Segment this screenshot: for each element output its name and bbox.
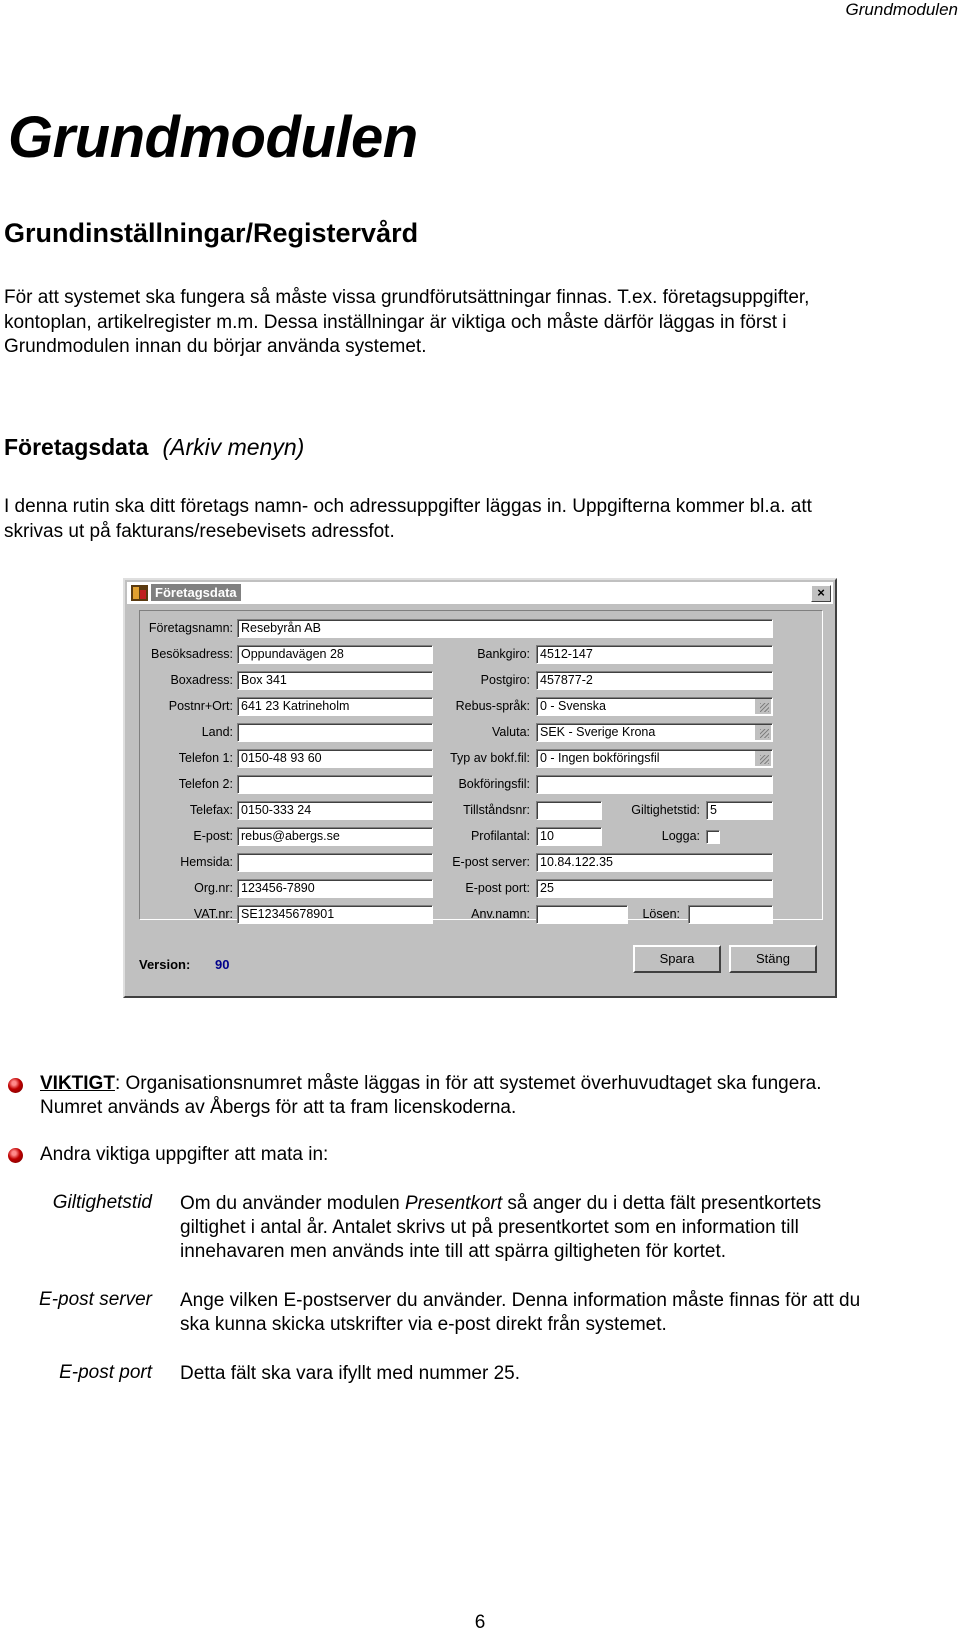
desc-emphasis: Presentkort: [404, 1193, 503, 1214]
label-boxadress: Boxadress:: [170, 673, 233, 687]
typ-bokf-fil-select[interactable]: [536, 749, 773, 768]
label-losen: Lösen:: [642, 907, 680, 921]
desc-line: giltighet i antal år. Antalet skrivs ut på presentkortet som en information till: [180, 1217, 799, 1238]
bullet-line: [40, 1072, 950, 1096]
label-orgnr: Org.nr:: [194, 881, 233, 895]
foretagsdata-dialog: [123, 578, 837, 998]
term-epost-server: E-post server: [39, 1289, 152, 1310]
version-value: 90: [215, 957, 230, 972]
typ-bokf-fil-value: 0 - Ingen bokföringsfil: [540, 751, 660, 765]
label-bankgiro: Bankgiro:: [477, 647, 530, 661]
postgiro-field[interactable]: 457877-2: [536, 671, 773, 690]
paragraph-line: I denna rutin ska ditt företags namn- och adressuppgifter läggas in. Uppgifterna kommer bl.a. att: [4, 496, 812, 517]
label-epost: E-post:: [193, 829, 233, 843]
epost-field[interactable]: rebus@abergs.se: [237, 827, 433, 846]
label-giltighetstid: Giltighetstid:: [631, 803, 700, 817]
label-besoksadress: Besöksadress:: [151, 647, 233, 661]
term-epost-port: E-post port: [59, 1362, 152, 1383]
orgnr-field[interactable]: 123456-7890: [237, 879, 433, 898]
label-hemsida: Hemsida:: [180, 855, 233, 869]
intro-paragraph: [4, 286, 944, 360]
foretagsnamn-field[interactable]: Resebyrån AB: [237, 619, 773, 638]
subsection-note: (Arkiv menyn): [162, 434, 305, 460]
subsection-title: Företagsdata: [4, 434, 149, 460]
desc-epost-port: [180, 1362, 940, 1386]
telefon1-field[interactable]: 0150-48 93 60: [237, 749, 433, 768]
version-label: Version:: [139, 957, 191, 972]
vatnr-field[interactable]: SE12345678901: [237, 905, 433, 924]
label-typ-bokf-fil: Typ av bokf.fil:: [450, 751, 530, 765]
rebus-sprak-value: 0 - Svenska: [540, 699, 607, 713]
label-rebus-sprak: Rebus-språk:: [455, 699, 530, 713]
desc-giltighetstid: [180, 1192, 940, 1264]
close-icon[interactable]: ×: [811, 585, 831, 602]
spara-button[interactable]: Spara: [633, 945, 721, 973]
losen-field[interactable]: [688, 905, 773, 924]
desc-line: innehavaren men används inte till att spärra giltigheten för kortet.: [180, 1241, 727, 1262]
epost-server-field[interactable]: 10.84.122.35: [536, 853, 773, 872]
dropdown-icon[interactable]: [755, 751, 771, 766]
dialog-title: Företagsdata: [151, 584, 241, 601]
desc-line: [180, 1192, 940, 1216]
label-bokforingsfil: Bokföringsfil:: [458, 777, 530, 791]
intro-line: Grundmodulen innan du börjar använda systemet.: [4, 336, 427, 357]
stang-button[interactable]: Stäng: [729, 945, 817, 973]
intro-line: För att systemet ska fungera så måste vissa grundförutsättningar finnas. T.ex. företagsuppgifter,: [4, 287, 810, 308]
label-valuta: Valuta:: [492, 725, 530, 739]
bullet-icon: [8, 1078, 23, 1093]
label-anv-namn: Anv.namn:: [471, 907, 530, 921]
label-telefon1: Telefon 1:: [178, 751, 233, 765]
paragraph-line: skrivas ut på fakturans/resebevisets adressfot.: [4, 520, 395, 542]
giltighetstid-field[interactable]: 5: [706, 801, 773, 820]
intro-line: kontoplan, artikelregister m.m. Dessa inställningar är viktiga och måste därför läggas in först i: [4, 311, 787, 333]
term-giltighetstid: Giltighetstid: [52, 1192, 152, 1213]
postnr-ort-field[interactable]: 641 23 Katrineholm: [237, 697, 433, 716]
valuta-value: SEK - Sverige Krona: [540, 725, 656, 739]
label-logga: Logga:: [661, 829, 700, 843]
label-foretagsnamn: Företagsnamn:: [148, 621, 233, 635]
label-profilantal: Profilantal:: [470, 829, 530, 843]
label-epost-server: E-post server:: [452, 855, 530, 869]
page-title: Grundmodulen: [8, 105, 418, 170]
hemsida-field[interactable]: [237, 853, 433, 872]
desc-text: så anger du i detta fält presentkortets: [502, 1193, 822, 1214]
valuta-select[interactable]: [536, 723, 773, 742]
label-telefax: Telefax:: [189, 803, 233, 817]
subsection-paragraph: [4, 495, 944, 544]
dialog-titlebar: [127, 582, 833, 604]
bokforingsfil-field[interactable]: [536, 775, 773, 794]
bankgiro-field[interactable]: 4512-147: [536, 645, 773, 664]
section-heading: Grundinställningar/Registervård: [4, 218, 419, 248]
telefax-field[interactable]: 0150-333 24: [237, 801, 433, 820]
bullet-icon: [8, 1148, 23, 1163]
label-postgiro: Postgiro:: [480, 673, 530, 687]
bullet-other: Andra viktiga uppgifter att mata in:: [40, 1144, 329, 1165]
label-land: Land:: [201, 725, 233, 739]
label-tillstandsnr: Tillståndsnr:: [463, 803, 530, 817]
desc-line: Ange vilken E-postserver du använder. Denna information måste finnas för att du: [180, 1290, 861, 1311]
desc-line: Detta fält ska vara ifyllt med nummer 25.: [180, 1363, 521, 1384]
land-field[interactable]: [237, 723, 433, 742]
boxadress-field[interactable]: Box 341: [237, 671, 433, 690]
label-postnr-ort: Postnr+Ort:: [168, 699, 233, 713]
label-epost-port: E-post port:: [465, 881, 530, 895]
important-marker: VIKTIGT: [40, 1073, 115, 1094]
page-number: 6: [474, 1612, 486, 1633]
rebus-sprak-select[interactable]: [536, 697, 773, 716]
bullet-important: [40, 1072, 950, 1120]
dropdown-icon[interactable]: [755, 725, 771, 740]
dropdown-icon[interactable]: [755, 699, 771, 714]
logga-checkbox[interactable]: [706, 830, 720, 844]
desc-epost-server: [180, 1289, 940, 1337]
subsection-heading: [4, 434, 304, 461]
form-panel: [139, 610, 823, 920]
besoksadress-field[interactable]: Oppundavägen 28: [237, 645, 433, 664]
desc-text: Om du använder modulen: [180, 1193, 405, 1214]
bullet-line: Numret används av Åbergs för att ta fram licenskoderna.: [40, 1097, 517, 1118]
running-head: Grundmodulen: [845, 0, 958, 19]
desc-line: ska kunna skicka utskrifter via e-post direkt från systemet.: [180, 1314, 667, 1335]
label-telefon2: Telefon 2:: [178, 777, 233, 791]
app-icon: [131, 585, 148, 601]
telefon2-field[interactable]: [237, 775, 433, 794]
profilantal-field[interactable]: 10: [536, 827, 602, 846]
epost-port-field[interactable]: 25: [536, 879, 773, 898]
bullet-text: : Organisationsnumret måste läggas in för att systemet överhuvudtaget ska fungera.: [114, 1073, 822, 1094]
label-vatnr: VAT.nr:: [193, 907, 233, 921]
